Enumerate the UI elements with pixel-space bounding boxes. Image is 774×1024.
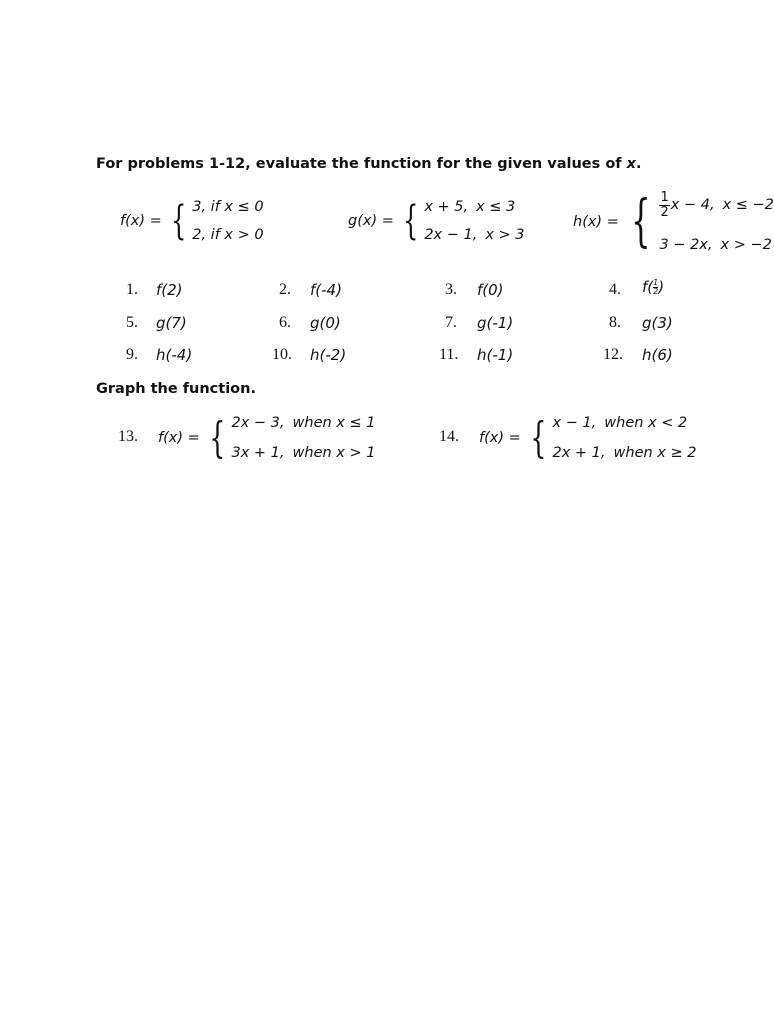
- graph-13-cases: [232, 415, 376, 461]
- function-g-case-1: [424, 199, 524, 215]
- problem-number: 12.: [603, 346, 623, 363]
- graph-14-case-1-expr: x − 1,: [552, 415, 597, 431]
- graph-14-case-2-cond: when x ≥ 2: [613, 445, 697, 461]
- function-g-definition: [348, 198, 525, 244]
- fraction-denominator: 2: [660, 204, 669, 220]
- function-f-case-1: 3, if x ≤ 0: [192, 199, 264, 215]
- brace-icon: {: [630, 189, 651, 254]
- graph-13-case-1-expr: 2x − 3,: [231, 415, 285, 431]
- function-g-case-1-cond: x ≤ 3: [476, 199, 516, 215]
- problem-expression: h(-2): [310, 346, 347, 364]
- function-f-case-2: 2, if x > 0: [192, 227, 264, 243]
- problem-number: 8.: [609, 314, 621, 331]
- function-g-case-2: [424, 227, 524, 243]
- problem-expression: g(0): [310, 314, 341, 332]
- problem-number: 11.: [439, 346, 459, 363]
- instructions-period: .: [636, 156, 642, 172]
- function-h-case-2-expr: 3 − 2x,: [659, 237, 713, 253]
- graph-13-case-2: [232, 445, 376, 461]
- function-g-case-1-expr: x + 5,: [424, 199, 469, 215]
- problem-expression: h(-4): [156, 346, 193, 364]
- problem-number: 6.: [279, 314, 291, 331]
- function-h-lhs: h(x) =: [573, 214, 619, 230]
- function-g-case-2-expr: 2x − 1,: [424, 227, 478, 243]
- graph-13-case-1: [232, 415, 376, 431]
- problem-number: 14.: [439, 428, 459, 445]
- function-h-case-2: [659, 237, 773, 253]
- brace-icon: {: [530, 413, 547, 462]
- graph-14-case-2-expr: 2x + 1,: [552, 445, 606, 461]
- problem-number: 2.: [279, 281, 291, 298]
- graph-heading: Graph the function.: [96, 381, 256, 397]
- graph-14-lhs: f(x) =: [479, 430, 521, 446]
- problem-number: 9.: [126, 346, 138, 363]
- function-g-cases: [424, 199, 524, 243]
- function-g-lhs: g(x) =: [348, 213, 394, 229]
- function-g-case-2-cond: x > 3: [485, 227, 525, 243]
- fraction-one-half: [659, 191, 669, 219]
- graph-14-case-1: [553, 415, 697, 431]
- problem-expression: h(-1): [477, 346, 514, 364]
- fraction-numerator: 1: [660, 190, 669, 205]
- function-h-case-1-cond: x ≤ −2: [722, 197, 774, 214]
- instructions-text: For problems 1-12, evaluate the function for the given values of: [96, 156, 627, 172]
- instructions-heading: [96, 156, 642, 172]
- graph-13-case-1-cond: when x ≤ 1: [292, 415, 376, 431]
- problem-expression: f(-4): [310, 281, 342, 299]
- problem-expression: f( $\frac{1}{2}$ ): [642, 278, 665, 296]
- function-f-lhs: f(x) =: [120, 213, 162, 229]
- function-h-case-1: [659, 191, 773, 219]
- graph-14-case-2: [553, 445, 697, 461]
- problem-number: 5.: [126, 314, 138, 331]
- instructions-variable: x: [626, 156, 636, 172]
- graph-13-case-2-cond: when x > 1: [292, 445, 376, 461]
- brace-icon: {: [402, 198, 419, 244]
- problem-number: 7.: [445, 314, 457, 331]
- graph-function-13: [158, 414, 375, 462]
- function-f-definition: [120, 198, 264, 244]
- function-h-case-2-cond: x > −2: [720, 237, 772, 253]
- brace-icon: {: [209, 413, 226, 462]
- graph-14-cases: [553, 415, 697, 461]
- graph-13-case-2-expr: 3x + 1,: [231, 445, 285, 461]
- problem-number: 3.: [445, 281, 457, 298]
- graph-function-14: [479, 414, 696, 462]
- problem-expression: g(7): [156, 314, 187, 332]
- problem-number: 4.: [609, 281, 621, 298]
- problem-expression: h(6): [642, 346, 673, 364]
- fraction-one-half: $\frac{1}{2}$: [653, 278, 659, 296]
- problem-expression: f(2): [156, 281, 183, 299]
- problem-expression: f(0): [477, 281, 504, 299]
- problem-number: 13.: [118, 428, 138, 445]
- problem-expression: g(3): [642, 314, 673, 332]
- graph-13-lhs: f(x) =: [158, 430, 200, 446]
- graph-14-case-1-cond: when x < 2: [604, 415, 688, 431]
- function-h-cases: [659, 191, 773, 253]
- function-h-case-1-expr: x − 4,: [670, 197, 715, 214]
- function-f-cases: [192, 199, 263, 243]
- function-h-definition: [573, 190, 774, 254]
- problem-number: 1.: [126, 281, 138, 298]
- problem-expression: g(-1): [477, 314, 514, 332]
- brace-icon: {: [170, 198, 187, 244]
- problem-number: 10.: [272, 346, 292, 363]
